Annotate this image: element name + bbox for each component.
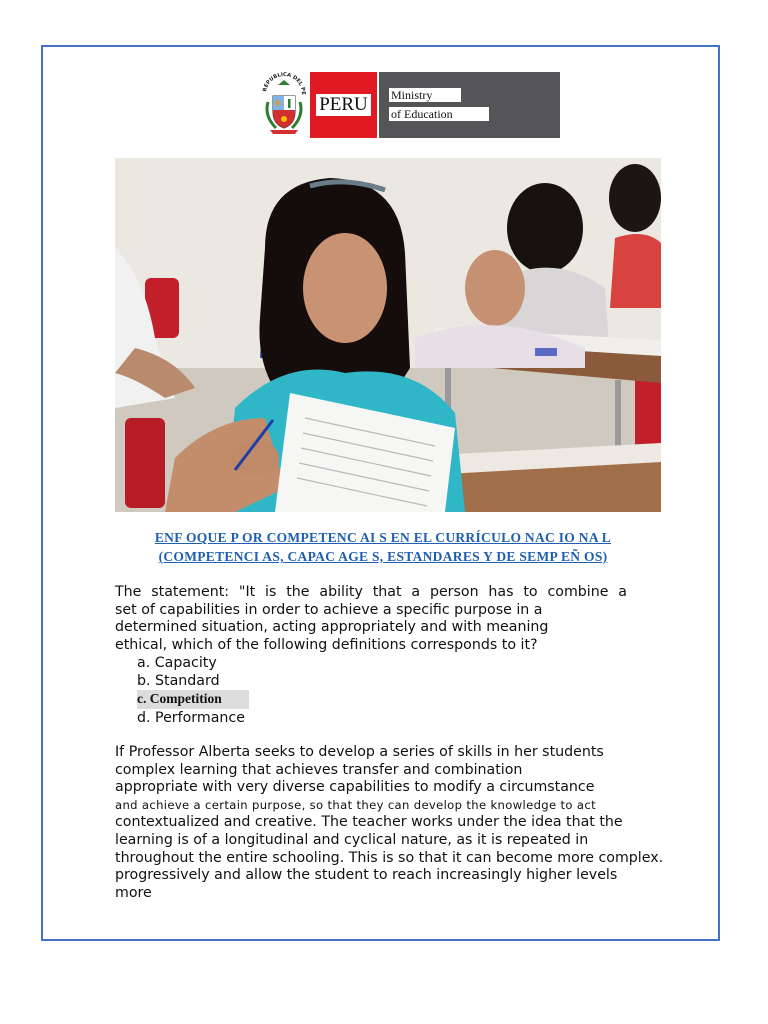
svg-text:REPUBLICA DEL PERU: REPUBLICA DEL PE — [262, 72, 307, 95]
document-frame — [41, 45, 720, 941]
passage-line-6: learning is of a longitudinal and cyclical nature, as it is repeated in — [115, 831, 589, 848]
passage-line-8: progressively and allow the student to reach increasingly higher levels — [115, 867, 618, 884]
question-statement — [115, 584, 695, 654]
option-c-highlighted: c. Competition — [137, 690, 249, 708]
answer-options — [137, 654, 249, 727]
classroom-exam-photo — [115, 158, 661, 512]
passage-line-3: appropriate with very diverse capabilities to modify a circumstance — [115, 779, 595, 796]
section-title-line-1: ENF OQUE P OR COMPETENC AI S EN EL CURRÍCULO NAC IO NA L — [154, 530, 612, 545]
question-line-2: set of capabilities in order to achieve a specific purpose in a — [115, 601, 543, 618]
option-a: a. Capacity — [137, 655, 217, 671]
section-title — [103, 528, 663, 566]
ministry-logo — [258, 72, 561, 138]
ministry-name-box — [379, 72, 560, 138]
passage-line-9: more — [115, 884, 152, 901]
passage-line-2: complex learning that achieves transfer and combination — [115, 761, 523, 778]
question-line-4: ethical, which of the following definitions corresponds to it? — [115, 636, 538, 653]
passage-line-5: contextualized and creative. The teacher works under the idea that the — [115, 814, 623, 831]
ministry-line-1: Ministry — [389, 88, 461, 102]
ministry-line-2: of Education — [389, 107, 489, 121]
question-line-3: determined situation, acting appropriately and with meaning — [115, 619, 549, 636]
passage-line-4: and achieve a certain purpose, so that they can develop the knowledge to act — [115, 797, 596, 812]
peru-label-box — [310, 72, 377, 138]
passage-line-7: throughout the entire schooling. This is so that it can become more complex. — [115, 849, 664, 866]
peru-label: PERU — [316, 94, 371, 116]
option-b: b. Standard — [137, 673, 220, 690]
coat-of-arms-icon — [258, 72, 310, 138]
option-d: d. Performance — [137, 709, 245, 726]
section-title-line-2: (COMPETENCI AS, CAPAC AGE S, ESTANDARES Y DE SEMP EÑ OS) — [158, 549, 608, 564]
question-line-1: The statement: "It is the ability that a person has to combine a — [115, 584, 627, 600]
passage-line-1: If Professor Alberta seeks to develop a series of skills in her students — [115, 744, 604, 760]
passage-paragraph — [115, 744, 695, 902]
